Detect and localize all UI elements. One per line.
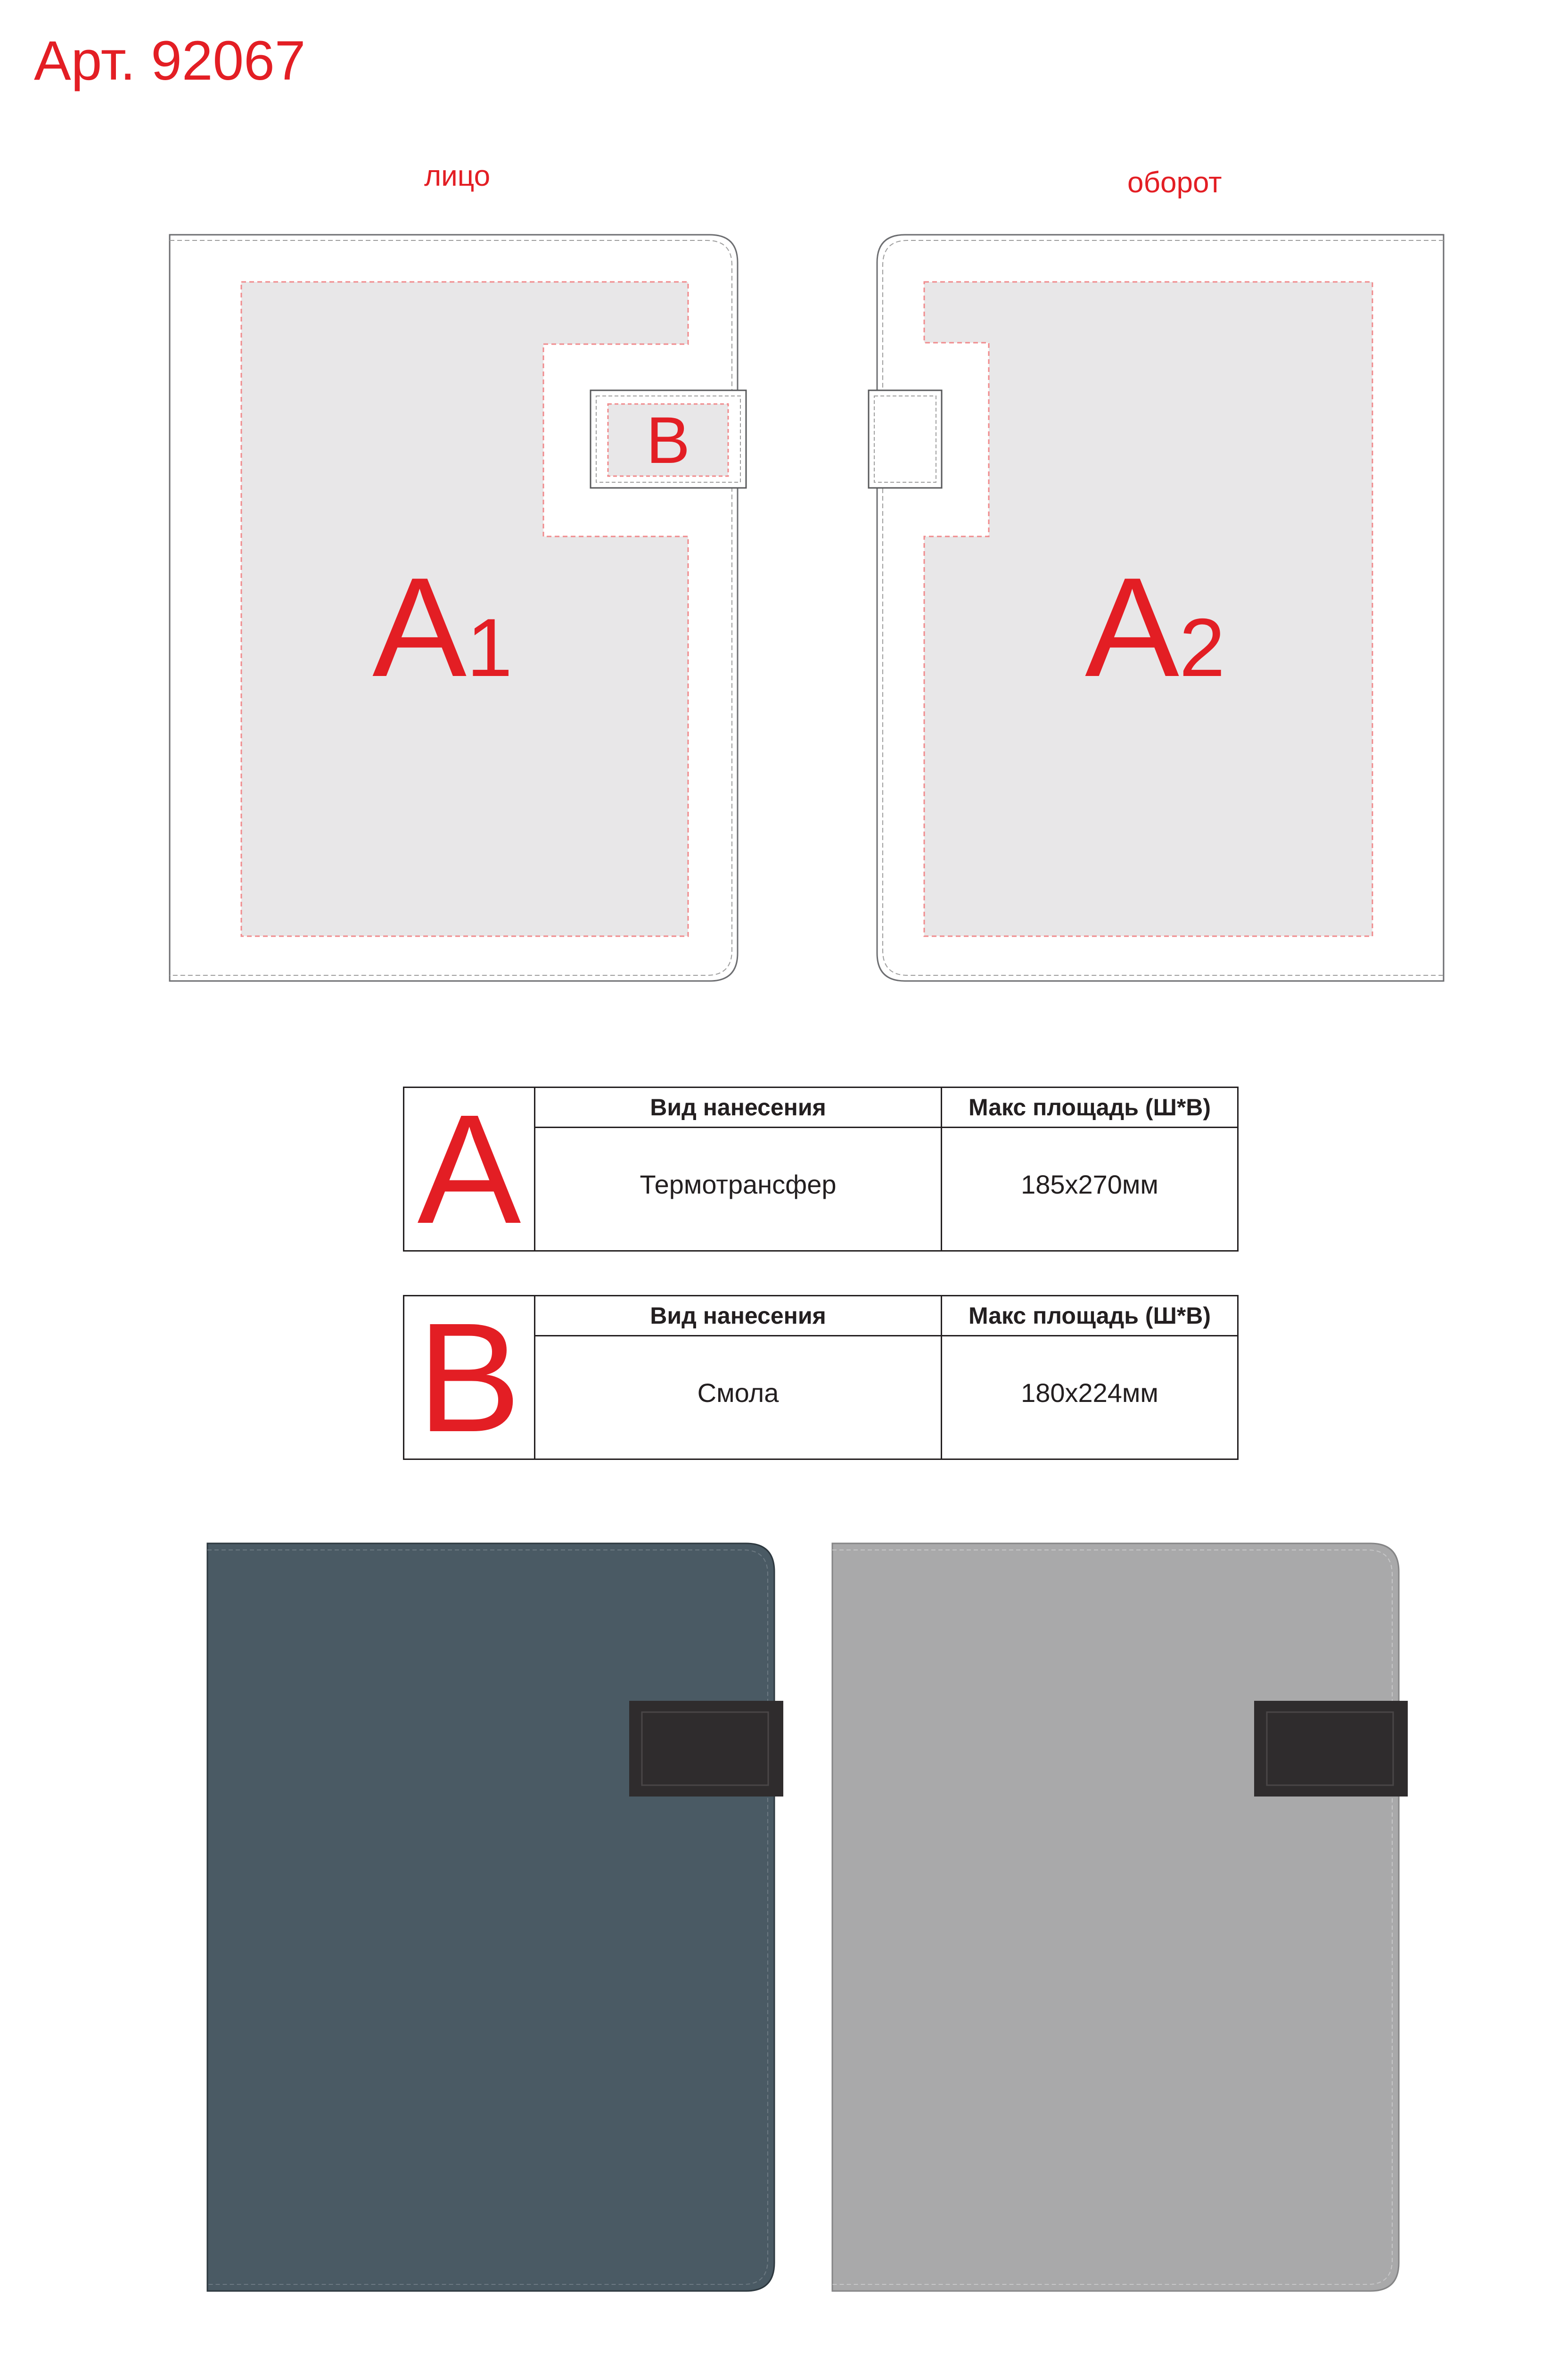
spec-b-size: 180x224мм	[942, 1336, 1238, 1459]
spec-b-method-header: Вид нанесения	[535, 1296, 942, 1336]
spec-a-area-header: Макс площадь (Ш*В)	[942, 1088, 1238, 1128]
spec-a-method-header: Вид нанесения	[535, 1088, 942, 1128]
light-folder-variant	[832, 1543, 1408, 2291]
spec-b-letter: B	[404, 1296, 535, 1459]
front-side-label: лицо	[424, 160, 491, 192]
spec-a-method: Термотрансфер	[535, 1128, 942, 1251]
back-strap-outline	[869, 390, 942, 488]
spec-table-b	[403, 1290, 1239, 1464]
zone-a1-label: A1	[372, 548, 513, 706]
spec-b-method: Смола	[535, 1336, 942, 1459]
back-side-label: оборот	[1127, 166, 1222, 199]
spec-a-size: 185x270мм	[942, 1128, 1238, 1251]
zone-a2-label: A2	[1085, 548, 1225, 706]
dark-folder-strap	[629, 1701, 783, 1797]
spec-a-letter: A	[404, 1088, 535, 1251]
spec-table-a	[403, 1082, 1239, 1256]
article-title: Арт. 92067	[34, 30, 306, 92]
dark-folder-variant	[207, 1543, 783, 2291]
zone-b-label: B	[646, 403, 690, 477]
light-folder-strap	[1254, 1701, 1408, 1797]
spec-b-area-header: Макс площадь (Ш*В)	[942, 1296, 1238, 1336]
